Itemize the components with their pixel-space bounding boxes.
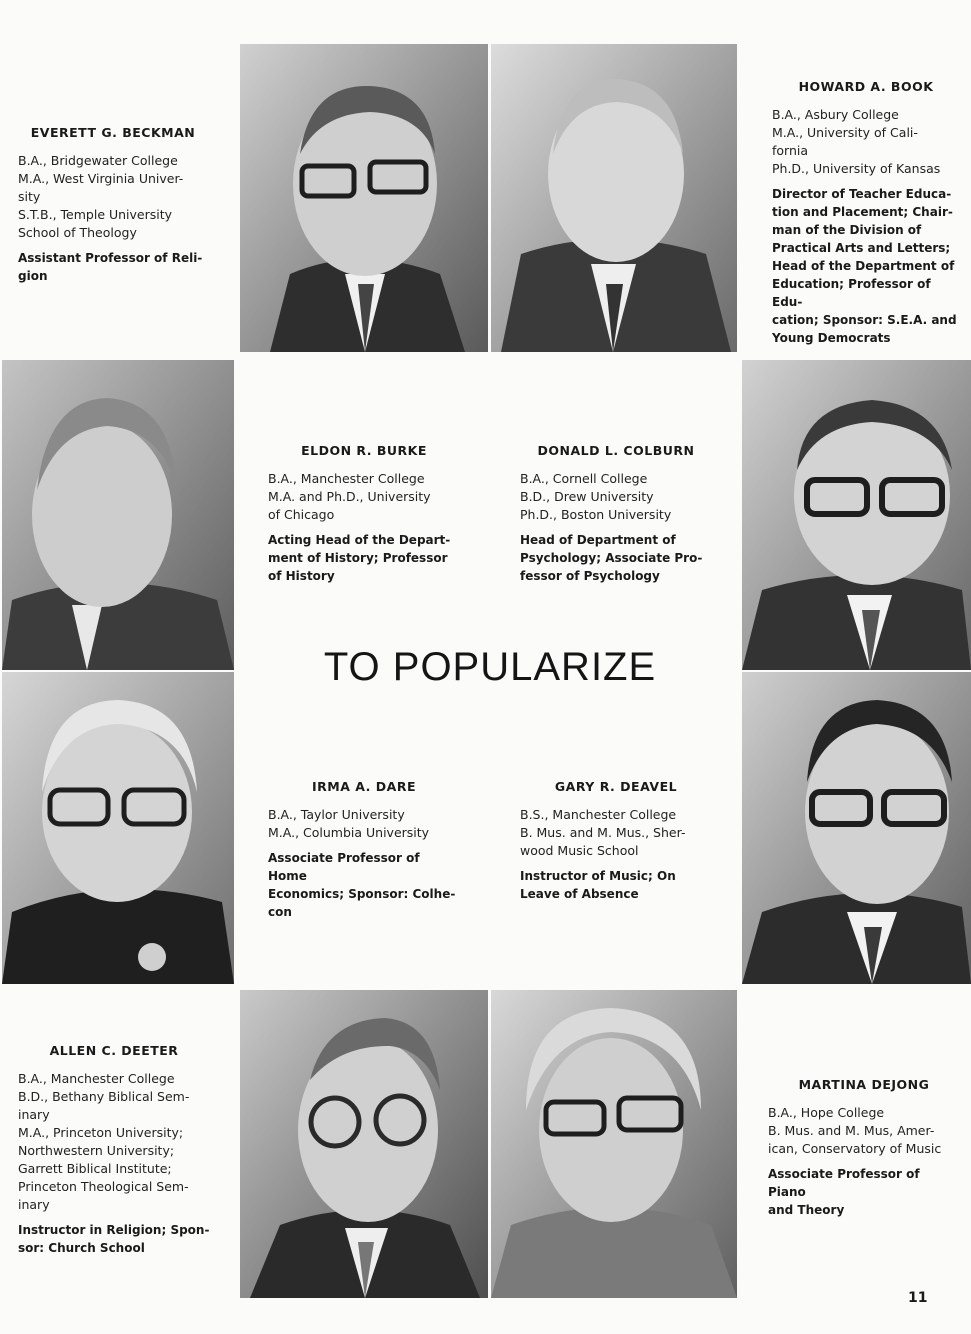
portrait-deavel: [742, 672, 971, 984]
faculty-role: Acting Head of the Depart- ment of History; Professor of History: [268, 533, 451, 583]
faculty-name: ELDON R. BURKE: [301, 443, 427, 458]
portrait-burke: [2, 360, 234, 670]
bio-dare: [268, 778, 460, 921]
faculty-role: Director of Teacher Educa- tion and Placement; Chair- man of the Division of Practical Arts and Letters; Head of the Department of Education; Professor of Edu- cation; Sponsor: S.E.A. and Young Democrats: [772, 187, 957, 345]
portrait-colburn: [742, 360, 971, 670]
faculty-role: Head of Department of Psychology; Associate Pro- fessor of Psychology: [520, 533, 703, 583]
faculty-role: Instructor in Religion; Spon- sor: Church School: [18, 1223, 210, 1255]
faculty-degrees: B.A., Cornell College B.D., Drew University Ph.D., Boston University: [520, 471, 672, 522]
bio-burke: [268, 442, 460, 585]
bio-deavel: [520, 778, 712, 903]
faculty-role: Associate Professor of Piano and Theory: [768, 1167, 920, 1217]
bio-colburn: [520, 442, 712, 585]
portrait-deeter: [240, 990, 488, 1298]
portrait-dejong: [491, 990, 737, 1298]
faculty-degrees: B.A., Manchester College B.D., Bethany Biblical Sem- inary M.A., Princeton University; Northwestern University; Garrett Biblical Institute; Princeton Theological Sem- inary: [18, 1071, 190, 1212]
bio-book: [772, 78, 960, 347]
portrait-beckman: [240, 44, 488, 352]
bio-dejong: [768, 1076, 960, 1219]
portrait-dare: [2, 672, 234, 984]
faculty-role: Instructor of Music; On Leave of Absence: [520, 869, 676, 901]
faculty-degrees: B.A., Taylor University M.A., Columbia University: [268, 807, 430, 840]
faculty-name: IRMA A. DARE: [312, 779, 416, 794]
faculty-name: HOWARD A. BOOK: [798, 79, 934, 94]
faculty-degrees: B.A., Hope College B. Mus. and M. Mus, Amer- ican, Conservatory of Music: [768, 1105, 942, 1156]
faculty-degrees: B.A., Bridgewater College M.A., West Virginia Univer- sity S.T.B., Temple University School of Theology: [18, 153, 184, 240]
portrait-book: [491, 44, 737, 352]
faculty-role: Associate Professor of Home Economics; Sponsor: Colhe- con: [268, 851, 456, 919]
faculty-name: EVERETT G. BECKMAN: [30, 125, 196, 140]
bio-deeter: [18, 1042, 210, 1257]
faculty-name: MARTINA DEJONG: [798, 1077, 930, 1092]
page-number: 11: [908, 1290, 928, 1306]
faculty-degrees: B.S., Manchester College B. Mus. and M. Mus., Sher- wood Music School: [520, 807, 686, 858]
page-headline: TO POPULARIZE: [323, 645, 657, 689]
faculty-name: DONALD L. COLBURN: [537, 443, 695, 458]
faculty-role: Assistant Professor of Reli- gion: [18, 251, 203, 283]
faculty-degrees: B.A., Manchester College M.A. and Ph.D., University of Chicago: [268, 471, 431, 522]
bio-beckman: [18, 124, 208, 285]
faculty-degrees: B.A., Asbury College M.A., University of Cali- fornia Ph.D., University of Kansas: [772, 107, 941, 176]
faculty-name: ALLEN C. DEETER: [49, 1043, 179, 1058]
faculty-name: GARY R. DEAVEL: [554, 779, 678, 794]
